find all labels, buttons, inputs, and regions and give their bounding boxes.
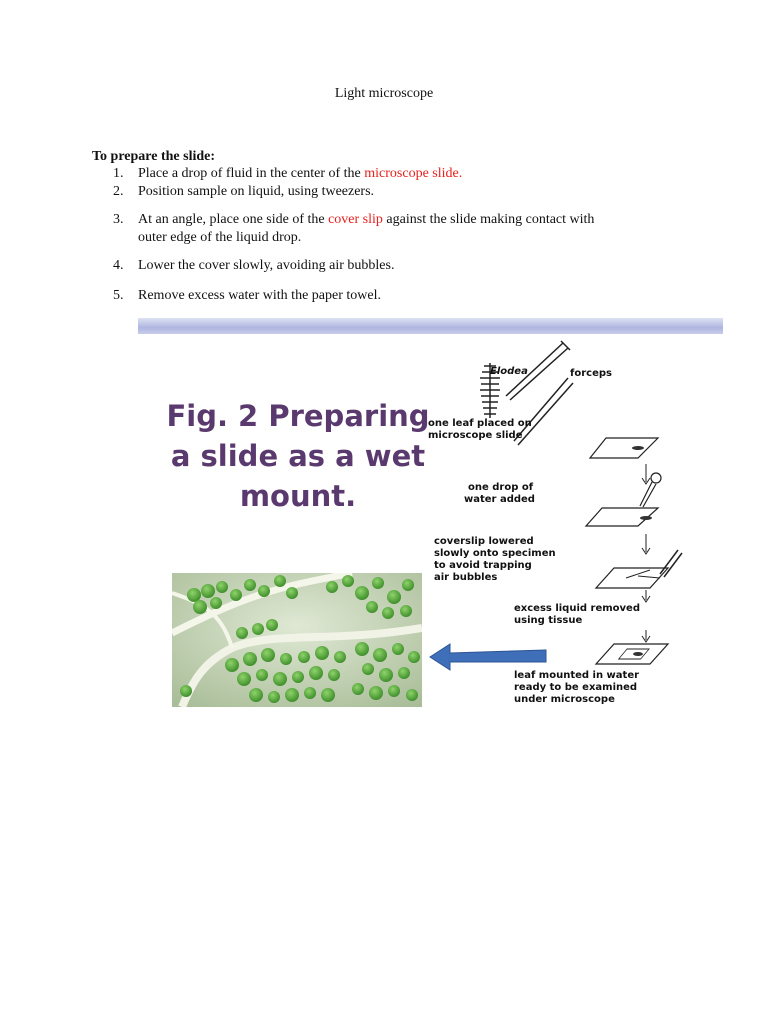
- step-number: 1.: [113, 166, 124, 181]
- step-4: [113, 257, 673, 275]
- water-drop: [640, 516, 652, 520]
- label-cover-1: coverslip lowered: [434, 536, 534, 547]
- slide-1: [590, 438, 658, 458]
- step-5: [113, 287, 673, 305]
- label-cover-3: to avoid trapping: [434, 560, 532, 571]
- step-1: [113, 165, 673, 183]
- label-mounted-3: under microscope: [514, 694, 615, 705]
- step-text-continued: outer edge of the liquid drop.: [138, 230, 302, 245]
- figure-header-bar: [138, 318, 723, 334]
- label-excess-1: excess liquid removed: [514, 603, 640, 614]
- label-excess-2: using tissue: [514, 615, 583, 626]
- step-text: Position sample on liquid, using tweezers.: [138, 184, 375, 199]
- down-arrow-icon: [642, 534, 650, 554]
- step-3: [113, 211, 673, 247]
- wet-mount-procedure-diagram: [428, 338, 728, 713]
- step-text-end: .: [458, 166, 463, 181]
- label-leaf-2: microscope slide: [428, 430, 523, 441]
- leaf-on-slide: [632, 446, 644, 450]
- step-2: [113, 183, 673, 201]
- highlight-cover-slip: cover slip: [328, 212, 383, 227]
- label-drop-2: water added: [464, 494, 535, 505]
- figure-title-line: a slide as a wet: [170, 439, 426, 473]
- figure-wet-mount: [138, 318, 723, 713]
- label-cover-2: slowly onto specimen: [434, 548, 556, 559]
- page-title: Light microscope: [334, 86, 434, 101]
- mounted-leaf: [633, 652, 643, 656]
- label-forceps: forceps: [570, 368, 612, 379]
- slide-4: [596, 644, 668, 664]
- step-text: Lower the cover slowly, avoiding air bubbles.: [138, 258, 395, 273]
- label-leaf-1: one leaf placed on: [428, 418, 532, 429]
- highlight-microscope-slide: microscope slide: [364, 166, 459, 181]
- step-text: At an angle, place one side of the: [138, 212, 329, 227]
- step-text-end: against the slide making contact with: [382, 212, 595, 227]
- down-arrow-icon: [642, 590, 650, 602]
- dropper-icon: [640, 473, 661, 507]
- label-elodea: Elodea: [490, 366, 528, 377]
- label-mounted-1: leaf mounted in water: [514, 670, 640, 681]
- coverslip: [626, 570, 660, 578]
- step-number: 3.: [113, 212, 124, 227]
- step-number: 2.: [113, 184, 124, 199]
- label-drop-1: one drop of: [468, 482, 534, 493]
- figure-title-line: mount.: [239, 479, 357, 513]
- label-mounted-2: ready to be examined: [514, 682, 638, 693]
- step-number: 5.: [113, 288, 124, 303]
- figure-title-line: Fig. 2 Preparing: [166, 399, 430, 433]
- label-cover-4: air bubbles: [434, 572, 498, 583]
- step-text: Place a drop of fluid in the center of the: [138, 166, 365, 181]
- step-text: Remove excess water with the paper towel.: [138, 288, 381, 303]
- figure-title: [148, 396, 448, 516]
- section-heading: To prepare the slide:: [92, 149, 216, 164]
- down-arrow-icon: [642, 630, 650, 642]
- down-arrow-icon: [642, 464, 650, 484]
- step-number: 4.: [113, 258, 124, 273]
- elodea-micrograph-image: [172, 573, 422, 707]
